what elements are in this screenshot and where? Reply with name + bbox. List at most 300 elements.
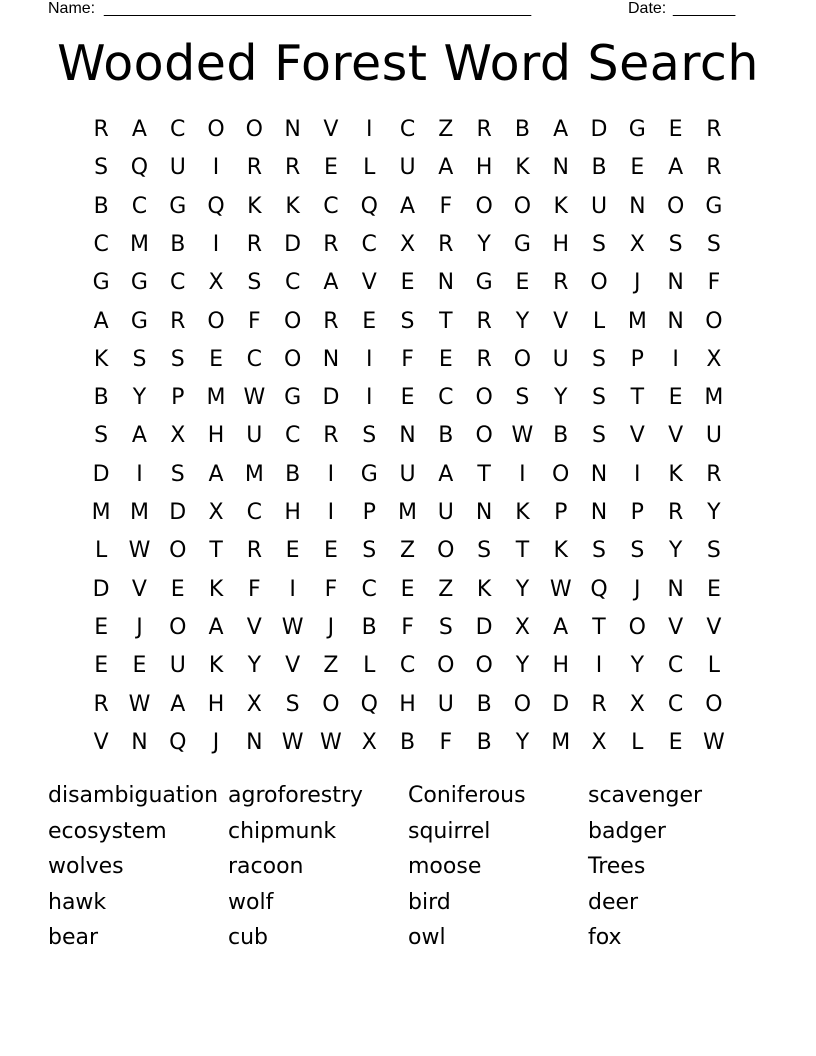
grid-letter: W [281, 614, 304, 640]
grid-letter: G [628, 117, 646, 142]
grid-letter: I [365, 346, 373, 372]
grid-letter: J [136, 614, 143, 640]
grid-letter: N [590, 500, 608, 525]
grid-letter: R [476, 117, 492, 142]
word-list-item: squirrel [408, 818, 491, 844]
grid-row [82, 188, 733, 226]
grid-letter: U [246, 423, 263, 449]
grid-letter: V [668, 423, 684, 449]
grid-letter: W [703, 729, 725, 755]
grid-letter: R [553, 270, 569, 296]
grid-letter: S [132, 346, 147, 372]
grid-letter: M [129, 231, 149, 257]
grid-letter: O [475, 385, 493, 411]
grid-letter: A [438, 155, 454, 181]
grid-letter: S [285, 691, 300, 717]
grid-letter: K [476, 576, 492, 602]
grid-letter: F [439, 729, 453, 755]
grid-letter: S [438, 614, 453, 640]
word-list-item: racoon [228, 854, 304, 879]
grid-letter: C [361, 576, 377, 602]
grid-letter: N [399, 423, 416, 449]
grid-letter: C [399, 653, 416, 679]
grid-letter: S [592, 423, 606, 449]
grid-letter: M [398, 500, 418, 525]
grid-letter: K [668, 461, 683, 487]
grid-letter: O [513, 346, 532, 372]
grid-letter: L [707, 653, 721, 679]
grid-letter: I [365, 385, 373, 411]
grid-letter: V [246, 614, 262, 640]
grid-letter: H [207, 691, 225, 717]
grid-letter: O [283, 346, 302, 372]
grid-letter: E [630, 155, 645, 181]
grid-letter: N [322, 346, 340, 372]
grid-letter: L [363, 653, 376, 679]
grid-letter: R [323, 308, 339, 334]
grid-row [82, 303, 733, 341]
grid-letter: E [132, 653, 147, 679]
grid-letter: C [284, 270, 301, 296]
grid-letter: C [323, 193, 339, 219]
grid-letter: C [246, 500, 263, 525]
letter-grid [82, 111, 733, 761]
grid-letter: R [667, 500, 684, 525]
grid-letter: I [595, 653, 603, 679]
grid-letter: D [169, 500, 187, 525]
grid-letter: B [93, 385, 109, 411]
grid-letter: E [668, 117, 683, 142]
grid-letter: Q [130, 155, 149, 181]
grid-letter: K [553, 538, 568, 564]
grid-letter: U [399, 155, 416, 181]
grid-letter: H [552, 653, 569, 679]
grid-letter: N [590, 461, 608, 487]
grid-letter: O [245, 117, 263, 142]
grid-letter: E [668, 385, 683, 411]
grid-letter: E [94, 653, 109, 679]
grid-letter: N [552, 155, 569, 181]
grid-letter: R [323, 231, 339, 257]
grid-letter: B [361, 614, 377, 640]
word-list-item: moose [408, 854, 482, 879]
grid-letter: C [170, 117, 186, 142]
grid-letter: P [362, 500, 376, 525]
grid-letter: T [209, 538, 223, 564]
grid-letter: G [284, 385, 302, 411]
grid-row [82, 226, 733, 264]
grid-letter: E [515, 270, 530, 296]
grid-letter: S [94, 155, 109, 181]
grid-letter: B [170, 231, 186, 257]
grid-letter: V [285, 653, 301, 679]
grid-letter: V [361, 270, 377, 296]
grid-letter: E [209, 346, 223, 372]
grid-letter: Y [132, 385, 147, 411]
grid-letter: I [289, 576, 296, 602]
grid-letter: N [131, 729, 148, 755]
grid-letter: V [553, 308, 569, 334]
date-blank-line: _______ [673, 0, 736, 17]
grid-letter: E [668, 729, 683, 755]
grid-letter: X [170, 423, 186, 449]
grid-letter: J [327, 614, 335, 640]
grid-letter: E [323, 538, 338, 564]
grid-letter: X [706, 346, 722, 372]
grid-letter: R [706, 461, 722, 487]
grid-letter: R [438, 231, 454, 257]
word-list-item: wolf [228, 889, 274, 915]
grid-letter: C [667, 691, 684, 717]
grid-letter: I [519, 461, 526, 487]
grid-letter: O [552, 461, 570, 487]
grid-row [82, 264, 733, 302]
grid-letter: G [92, 270, 110, 296]
grid-letter: B [514, 117, 530, 142]
grid-letter: A [208, 614, 224, 640]
grid-letter: X [361, 729, 377, 755]
grid-letter: U [552, 346, 569, 372]
grid-letter: X [514, 614, 530, 640]
grid-row [82, 532, 733, 570]
grid-letter: X [399, 231, 416, 257]
grid-letter: U [169, 155, 186, 181]
grid-letter: R [476, 346, 492, 372]
grid-letter: W [549, 576, 572, 602]
grid-letter: E [94, 614, 109, 640]
grid-letter: G [130, 308, 148, 334]
grid-letter: P [171, 385, 185, 411]
grid-letter: K [93, 346, 109, 372]
grid-letter: S [400, 308, 415, 334]
grid-letter: O [628, 614, 646, 640]
grid-letter: C [93, 231, 109, 257]
grid-letter: U [705, 423, 722, 449]
date-label: Date: [628, 0, 667, 17]
grid-letter: L [95, 538, 108, 564]
grid-letter: Y [515, 653, 530, 679]
grid-letter: K [208, 576, 224, 602]
grid-letter: B [476, 729, 492, 755]
grid-letter: A [131, 423, 147, 449]
grid-letter: O [475, 653, 493, 679]
grid-letter: B [476, 691, 492, 717]
grid-letter: F [248, 576, 261, 602]
grid-letter: U [169, 653, 186, 679]
grid-letter: D [322, 385, 340, 411]
grid-letter: E [706, 576, 721, 602]
grid-letter: C [361, 231, 377, 257]
grid-letter: X [629, 231, 645, 257]
grid-letter: E [323, 155, 338, 181]
grid-letter: E [285, 538, 300, 564]
grid-letter: X [208, 270, 224, 296]
grid-letter: R [323, 423, 339, 449]
grid-letter: A [438, 461, 454, 487]
grid-letter: Y [515, 729, 530, 755]
grid-letter: I [212, 231, 220, 257]
grid-letter: V [706, 614, 722, 640]
grid-letter: O [283, 308, 302, 334]
grid-letter: Y [707, 500, 721, 525]
word-list-item: chipmunk [228, 818, 337, 844]
word-list-item: Trees [588, 854, 646, 879]
grid-letter: N [667, 576, 684, 602]
grid-letter: O [513, 691, 532, 717]
grid-row [82, 724, 733, 762]
word-list-item: owl [408, 925, 446, 950]
grid-letter: O [590, 270, 608, 296]
page-title: Wooded Forest Word Search [57, 35, 759, 92]
grid-letter: O [705, 308, 723, 334]
grid-letter: C [170, 270, 186, 296]
grid-letter: A [93, 308, 109, 334]
grid-letter: K [247, 193, 262, 219]
word-list-item: scavenger [588, 783, 703, 808]
grid-letter: S [592, 538, 606, 564]
grid-letter: Y [515, 308, 530, 334]
grid-letter: O [666, 193, 685, 219]
grid-letter: D [475, 614, 493, 640]
grid-letter: A [208, 461, 224, 487]
grid-letter: Y [630, 653, 645, 679]
grid-letter: S [170, 346, 185, 372]
grid-row [82, 686, 733, 724]
grid-letter: S [592, 385, 606, 411]
grid-letter: X [591, 729, 607, 755]
grid-letter: T [592, 614, 606, 640]
grid-letter: S [94, 423, 109, 449]
word-list-item: cub [228, 925, 269, 950]
grid-letter: A [323, 270, 339, 296]
grid-letter: Y [515, 576, 530, 602]
grid-letter: H [399, 691, 416, 717]
grid-letter: V [93, 729, 109, 755]
grid-letter: O [705, 691, 723, 717]
grid-letter: O [207, 308, 225, 334]
grid-letter: L [363, 155, 376, 181]
grid-letter: Q [360, 193, 378, 219]
grid-letter: U [399, 461, 416, 487]
grid-letter: F [324, 576, 338, 602]
grid-letter: S [630, 538, 645, 564]
grid-letter: Z [438, 117, 454, 142]
grid-letter: U [437, 500, 454, 525]
grid-letter: B [285, 461, 301, 487]
grid-letter: D [92, 461, 110, 487]
grid-letter: R [706, 155, 722, 181]
grid-letter: A [131, 117, 147, 142]
grid-letter: B [591, 155, 607, 181]
grid-letter: H [207, 423, 225, 449]
grid-letter: A [553, 614, 569, 640]
grid-letter: R [476, 308, 492, 334]
grid-letter: G [705, 193, 723, 219]
grid-row [82, 456, 733, 494]
grid-letter: N [667, 308, 684, 334]
grid-letter: O [513, 193, 532, 219]
word-list-item: disambiguation [48, 783, 219, 808]
grid-letter: K [208, 653, 224, 679]
grid-letter: M [129, 500, 149, 525]
grid-letter: K [285, 193, 300, 219]
grid-letter: X [208, 500, 224, 525]
grid-letter: Z [323, 653, 339, 679]
grid-letter: Y [477, 231, 491, 257]
grid-letter: A [170, 691, 186, 717]
grid-letter: N [246, 729, 263, 755]
grid-letter: Q [207, 193, 225, 219]
grid-letter: Q [360, 691, 378, 717]
grid-letter: C [667, 653, 684, 679]
grid-letter: S [515, 385, 530, 411]
grid-row [82, 417, 733, 455]
grid-letter: O [169, 538, 187, 564]
grid-letter: F [439, 193, 453, 219]
grid-letter: O [437, 538, 455, 564]
grid-letter: R [93, 691, 109, 717]
grid-letter: F [707, 270, 721, 296]
grid-letter: F [401, 614, 414, 640]
grid-letter: Z [438, 576, 454, 602]
grid-letter: E [400, 270, 415, 296]
grid-letter: S [362, 538, 377, 564]
grid-letter: F [401, 346, 414, 372]
grid-letter: T [515, 538, 530, 564]
grid-letter: O [475, 193, 493, 219]
grid-letter: R [170, 308, 186, 334]
grid-letter: D [92, 576, 110, 602]
grid-letter: I [672, 346, 679, 372]
grid-letter: O [437, 653, 455, 679]
grid-letter: O [475, 423, 493, 449]
grid-letter: P [554, 500, 568, 525]
grid-row [82, 571, 733, 609]
grid-letter: X [246, 691, 262, 717]
grid-letter: K [515, 500, 530, 525]
grid-letter: A [553, 117, 569, 142]
grid-letter: J [634, 576, 641, 602]
grid-letter: A [668, 155, 684, 181]
grid-letter: N [667, 270, 684, 296]
grid-letter: R [284, 155, 301, 181]
grid-letter: D [590, 117, 608, 142]
grid-letter: K [553, 193, 568, 219]
grid-letter: P [630, 346, 644, 372]
grid-letter: R [706, 117, 722, 142]
grid-letter: Y [553, 385, 568, 411]
grid-letter: B [93, 193, 109, 219]
grid-letter: Z [399, 538, 416, 564]
grid-letter: J [212, 729, 220, 755]
grid-letter: I [634, 461, 641, 487]
grid-letter: D [552, 691, 570, 717]
grid-letter: P [630, 500, 644, 525]
grid-letter: W [128, 691, 151, 717]
grid-row [82, 111, 733, 149]
grid-letter: C [246, 346, 263, 372]
grid-letter: R [591, 691, 607, 717]
grid-letter: G [475, 270, 493, 296]
grid-letter: Q [590, 576, 608, 602]
grid-row [82, 379, 733, 417]
grid-letter: N [629, 193, 646, 219]
grid-letter: V [323, 117, 339, 142]
grid-letter: Y [247, 653, 262, 679]
grid-letter: M [91, 500, 111, 525]
grid-letter: S [247, 270, 262, 296]
word-list [48, 778, 768, 958]
grid-row [82, 647, 733, 685]
name-blank-line: ________________________________________________ [104, 0, 532, 17]
grid-letter: E [438, 346, 453, 372]
word-list-item: ecosystem [48, 818, 167, 844]
grid-letter: G [130, 270, 148, 296]
grid-letter: S [668, 231, 683, 257]
grid-letter: T [630, 385, 645, 411]
grid-letter: O [169, 614, 187, 640]
grid-row [82, 494, 733, 532]
grid-letter: R [246, 231, 262, 257]
grid-letter: S [362, 423, 377, 449]
grid-letter: G [169, 193, 187, 219]
grid-letter: S [477, 538, 492, 564]
grid-letter: M [704, 385, 724, 411]
word-list-item: Coniferous [408, 783, 526, 808]
grid-row [82, 341, 733, 379]
grid-letter: W [281, 729, 304, 755]
grid-letter: X [629, 691, 645, 717]
grid-letter: R [93, 117, 109, 142]
grid-letter: J [634, 270, 641, 296]
grid-letter: S [170, 461, 185, 487]
word-list-item: bird [408, 889, 451, 915]
grid-letter: S [592, 231, 606, 257]
word-list-item: deer [588, 889, 639, 915]
grid-letter: I [327, 461, 335, 487]
grid-letter: G [360, 461, 378, 487]
word-list-item: badger [588, 818, 666, 844]
grid-letter: K [515, 155, 530, 181]
grid-letter: M [551, 729, 571, 755]
grid-letter: S [592, 346, 606, 372]
grid-letter: N [437, 270, 455, 296]
grid-letter: A [399, 193, 416, 219]
grid-letter: O [207, 117, 225, 142]
grid-letter: L [592, 308, 606, 334]
grid-letter: R [246, 155, 262, 181]
grid-row [82, 609, 733, 647]
grid-letter: E [400, 576, 415, 602]
grid-letter: B [399, 729, 416, 755]
word-list-item: fox [588, 925, 622, 950]
word-list-item: hawk [48, 889, 107, 915]
grid-letter: Y [668, 538, 683, 564]
grid-letter: N [284, 117, 301, 142]
grid-letter: H [552, 231, 569, 257]
grid-letter: W [511, 423, 534, 449]
grid-letter: E [362, 308, 377, 334]
grid-letter: E [400, 385, 415, 411]
grid-letter: I [136, 461, 143, 487]
grid-letter: H [284, 500, 301, 525]
word-list-item: agroforestry [228, 783, 363, 808]
grid-letter: T [477, 461, 491, 487]
grid-letter: C [284, 423, 301, 449]
grid-letter: T [439, 308, 453, 334]
grid-letter: L [631, 729, 644, 755]
grid-letter: B [553, 423, 569, 449]
